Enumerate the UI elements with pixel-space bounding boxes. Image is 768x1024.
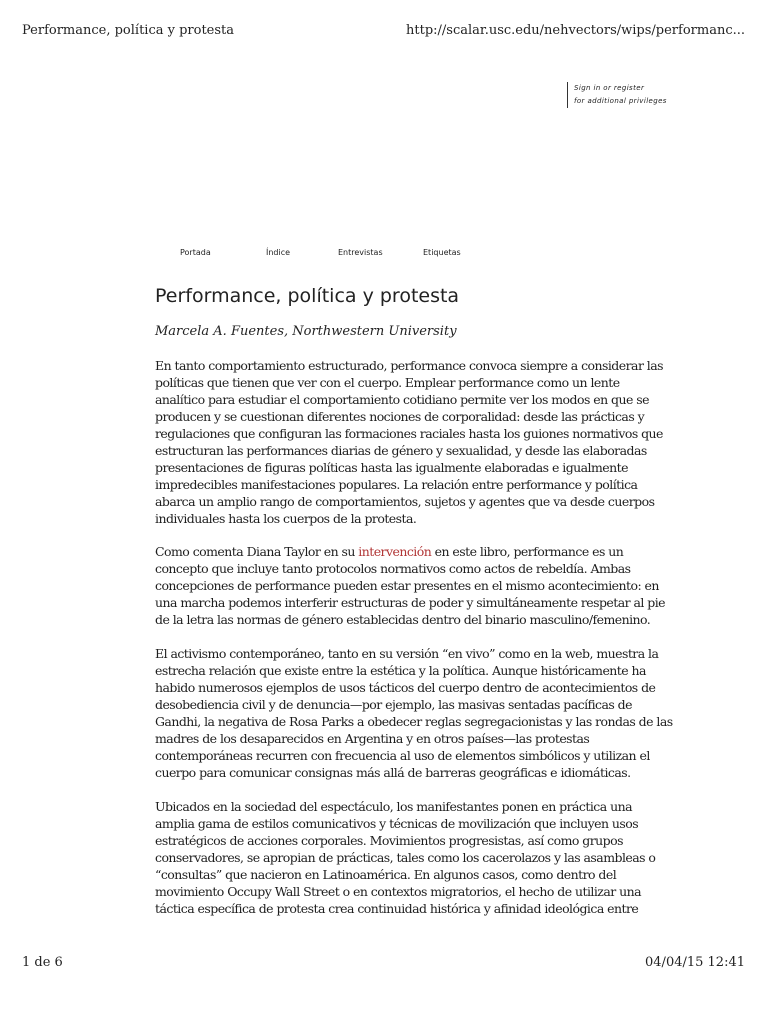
text-line: contemporáneas recurren con frecuencia al uso de elementos simbólicos y utilizan el [155,748,650,763]
text-line: conservadores, se apropian de prácticas, tales como los cacerolazos y las asambleas o [155,850,656,865]
text-line: políticas que tienen que ver con el cuerpo. Emplear performance como un lente [155,375,620,390]
text-line: táctica específica de protesta crea continuidad histórica y afinidad ideológica entre [155,901,639,916]
text-line: habido numerosos ejemplos de usos tácticos del cuerpo dentro de acontecimientos de [155,680,656,695]
text-line: analítico para estudiar el comportamiento cotidiano permite ver los modos en que se [155,392,649,407]
text-line: presentaciones de figuras políticas hasta las igualmente elaboradas e igualmente [155,460,628,475]
text-line: amplia gama de estilos comunicativos y técnicas de movilización que incluyen usos [155,816,639,831]
text-line: concepciones de performance pueden estar presentes en el mismo acontecimiento: en [155,578,659,593]
text-line: estratégicos de acciones corporales. Movimientos progresistas, así como grupos [155,833,623,848]
text-line: estrecha relación que existe entre la estética y la política. Aunque históricamente ha [155,663,646,678]
nav-item-entrevistas[interactable]: Entrevistas [338,248,383,257]
paragraph-2 [155,543,666,628]
text-line: regulaciones que configuran las formaciones raciales hasta los guiones normativos que [155,426,663,441]
text-line: impredecibles manifestaciones populares. La relación entre performance y política [155,477,638,492]
paragraph-1 [155,357,664,527]
text-line: abarca un amplio rango de comportamientos, sujetos y agentes que va desde cuerpos [155,494,655,509]
text-line: desobediencia civil y de denuncia—por ejemplo, las masivas sentadas pacíficas de [155,697,632,712]
text-span: Como comenta Diana Taylor en su [155,544,359,559]
text-line: En tanto comportamiento estructurado, performance convoca siempre a considerar las [155,358,664,373]
nav-item-etiquetas[interactable]: Etiquetas [423,248,461,257]
signin-link[interactable]: Sign in or register [574,84,645,92]
text-line: estructuran las performances diarias de género y sexualidad, y desde las elaboradas [155,443,647,458]
text-line: concepto que incluye tanto protocolos normativos como actos de rebeldía. Ambas [155,561,631,576]
intervencion-link[interactable]: intervención [358,544,432,559]
text-line: El activismo contemporáneo, tanto en su versión “en vivo” como en la web, muestra la [155,646,659,661]
text-line: cuerpo para comunicar consignas más allá de barreras geográficas e idiomáticas. [155,765,631,780]
text-line: “consultas” que nacieron en Latinoamérica. En algunos casos, como dentro del [155,867,617,882]
text-line: Ubicados en la sociedad del espectáculo, los manifestantes ponen en práctica una [155,799,632,814]
page-title: Performance, política y protesta [155,285,460,307]
text-line: producen y se cuestionan diferentes nociones de corporalidad: desde las prácticas y [155,409,645,424]
nav-item-indice[interactable]: Índice [266,248,291,257]
print-header-title: Performance, política y protesta [22,23,235,38]
text-line: Gandhi, la negativa de Rosa Parks a obedecer reglas segregacionistas y las rondas de las [155,714,673,729]
paragraph-4 [155,798,655,917]
text-line: individuales hasta los cuerpos de la protesta. [155,511,417,526]
print-header-url: http://scalar.usc.edu/nehvectors/wips/performanc... [406,23,745,38]
signin-block[interactable] [567,82,667,108]
paragraph-3 [155,645,673,781]
text-line: de la letra las normas de género establecidas dentro del binario masculino/femenino. [155,612,651,627]
text-line: madres de los desaparecidos en Argentina y en otros países—las protestas [155,731,590,746]
signin-subtext: for additional privileges [574,97,667,105]
text-line: una marcha podemos interferir estructuras de poder y simultáneamente respetar al pie [155,595,666,610]
nav-item-portada[interactable]: Portada [180,248,211,257]
print-footer-datetime: 04/04/15 12:41 [645,955,745,970]
main-nav [0,248,768,262]
text-span: en este libro, performance es un [431,544,624,559]
author-byline: Marcela A. Fuentes, Northwestern University [155,324,457,339]
text-line: movimiento Occupy Wall Street o en contextos migratorios, el hecho de utilizar una [155,884,641,899]
print-footer-page: 1 de 6 [22,955,63,970]
text-line [155,543,655,560]
